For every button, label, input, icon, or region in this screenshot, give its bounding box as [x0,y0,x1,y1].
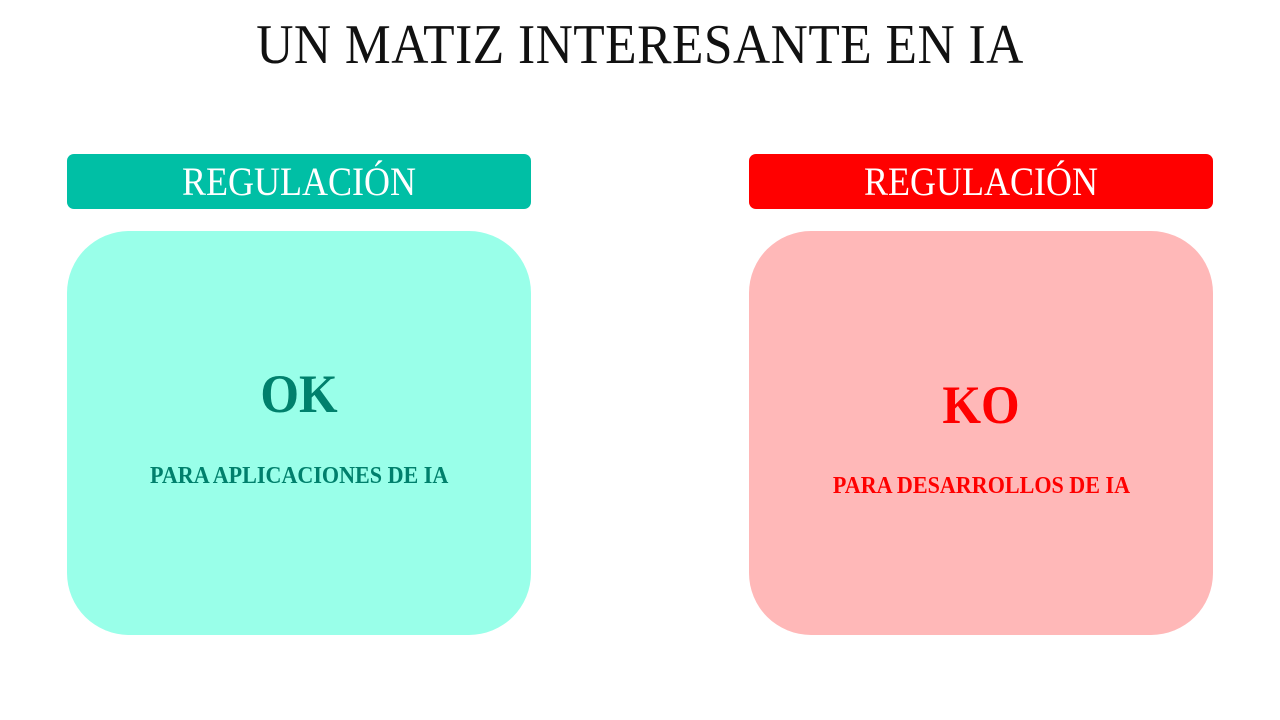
right-header-label: REGULACIÓN [863,159,1098,204]
left-header-bar [67,154,531,209]
ko-card [749,231,1213,635]
slide-title [51,12,1229,78]
ko-caption [749,471,1213,501]
left-header-label: REGULACIÓN [181,159,416,204]
ok-verdict [67,364,531,424]
ok-caption [67,461,531,491]
ok-caption-text: PARA APLICACIONES DE IA [149,463,449,489]
ok-verdict-text: OK [260,364,338,424]
right-header-bar [749,154,1213,209]
ko-caption-text: PARA DESARROLLOS DE IA [832,473,1130,499]
ko-verdict-text: KO [942,375,1020,435]
ok-card [67,231,531,635]
ko-verdict [749,375,1213,435]
slide-title-text: UN MATIZ INTERESANTE EN IA [256,14,1024,76]
